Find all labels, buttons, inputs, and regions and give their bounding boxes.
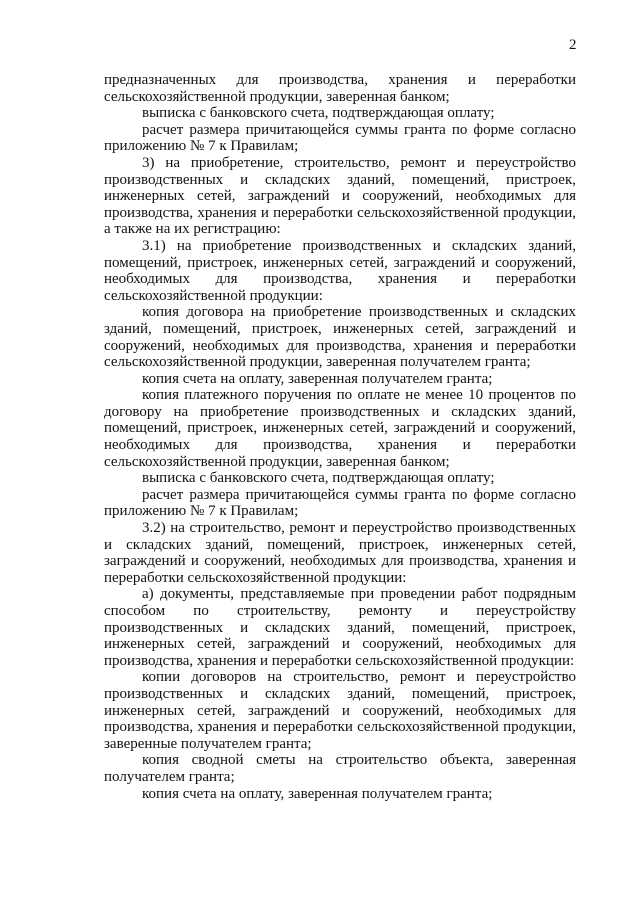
paragraph: расчет размера причитающейся суммы гранта по форме согласно приложению № 7 к Правилам; xyxy=(104,121,576,155)
paragraph: 3) на приобретение, строительство, ремонт и переустройство производственных и складских зданий, помещений, пристроек, инженерных сетей, заграждений и сооружений, необходимых для производства, хранения и переработки сельскохозяйственной продукции, а также на их регистрацию: xyxy=(104,154,576,238)
paragraph: а) документы, представляемые при проведении работ подрядным способом по строительству, ремонту и переустройству производственных и складских зданий, помещений, пристроек, инженерных сетей, заграждений и сооружений, необходимых для производства, хранения и переработки сельскохозяйственной продукции: xyxy=(104,586,576,669)
paragraph: 3.1) на приобретение производственных и складских зданий, помещений, пристроек, инженерных сетей, заграждений и сооружений, необходимых для производства, хранения и переработки сельскохозяйственной продукции: xyxy=(104,237,576,304)
paragraph: копия счета на оплату, заверенная получателем гранта; xyxy=(142,370,493,387)
page-number: 2 xyxy=(569,37,577,53)
paragraph: выписка с банковского счета, подтверждающая оплату; xyxy=(142,105,495,122)
paragraph: копия договора на приобретение производственных и складских зданий, помещений, пристроек, инженерных сетей, заграждений и сооружений, необходимых для производства, хранения и переработки сельскохозяйственной продукции, заверенная получателем гранта; xyxy=(104,304,576,371)
paragraph: выписка с банковского счета, подтверждающая оплату; xyxy=(142,470,495,487)
paragraph: копия платежного поручения по оплате не менее 10 процентов по договору на приобретение производственных и складских зданий, помещений, пристроек, инженерных сетей, заграждений и сооружений, необходимых для производства, хранения и переработки сельскохозяйственной продукции, заверенная банком; xyxy=(104,387,576,470)
paragraph: копии договоров на строительство, ремонт и переустройство производственных и складских зданий, помещений, пристроек, инженерных сетей, заграждений и сооружений, необходимых для производства, хранения и переработки сельскохозяйственной продукции, заверенные получателем гранта; xyxy=(104,669,576,752)
document-body xyxy=(104,72,576,802)
paragraph: предназначенных для производства, хранения и переработки сельскохозяйственной продукции, заверенная банком; xyxy=(104,72,576,105)
paragraph: 3.2) на строительство, ремонт и переустройство производственных и складских зданий, помещений, пристроек, инженерных сетей, заграждений и сооружений, необходимых для производства, хранения и переработки сельскохозяйственной продукции: xyxy=(104,520,576,586)
paragraph: копия сводной сметы на строительство объекта, заверенная получателем гранта; xyxy=(104,752,576,785)
paragraph: расчет размера причитающейся суммы гранта по форме согласно приложению № 7 к Правилам; xyxy=(104,486,576,520)
paragraph: копия счета на оплату, заверенная получателем гранта; xyxy=(142,785,493,802)
